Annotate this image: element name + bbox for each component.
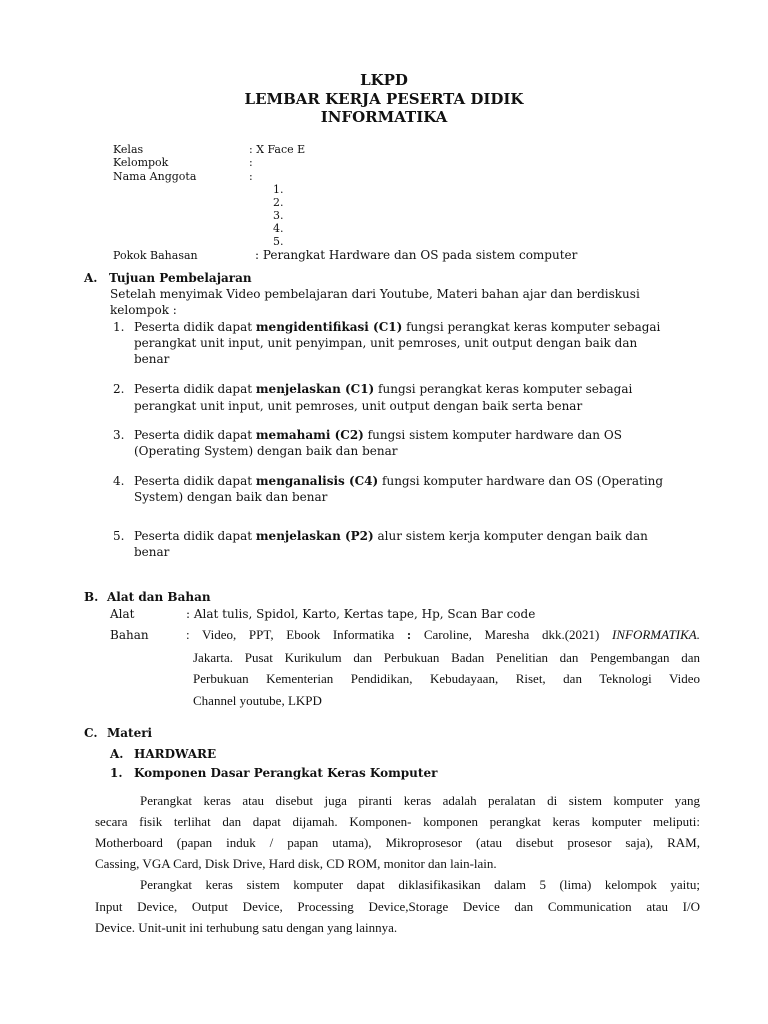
anggota-label: Nama Anggota xyxy=(113,170,197,183)
anggota-number: 4. xyxy=(273,222,284,235)
objective-number: 4. xyxy=(113,474,125,488)
kelompok-label: Kelompok xyxy=(113,156,169,169)
section-a-letter: A. xyxy=(84,271,98,285)
kelas-label: Kelas xyxy=(113,143,144,156)
pokok-label: Pokok Bahasan xyxy=(113,249,198,262)
section-b-title: Alat dan Bahan xyxy=(107,590,211,604)
objective-item: Peserta didik dapat memahami (C2) fungsi sistem komputer hardware dan OS xyxy=(134,428,622,442)
doc-title-full: LEMBAR KERJA PESERTA DIDIK xyxy=(244,90,524,108)
kelas-value: : X Face E xyxy=(249,143,306,156)
section-a-title: Tujuan Pembelajaran xyxy=(109,271,252,285)
paragraph-line: secara fisik terlihat dan dapat dijamah. Komponen- komponen perangkat keras komputer meliputi: xyxy=(95,814,700,829)
objective-number: 5. xyxy=(113,529,125,543)
anggota-number: 1. xyxy=(273,183,284,196)
hardware-heading: HARDWARE xyxy=(134,747,217,761)
doc-title-lkpd: LKPD xyxy=(360,71,408,89)
objective-number: 3. xyxy=(113,428,125,442)
objective-item-cont: perangkat unit input, unit pemroses, unit output dengan baik serta benar xyxy=(134,399,583,413)
subsection-title: Komponen Dasar Perangkat Keras Komputer xyxy=(134,766,438,780)
anggota-number: 3. xyxy=(273,209,284,222)
alat-label: Alat xyxy=(110,607,135,621)
pokok-value: : Perangkat Hardware dan OS pada sistem computer xyxy=(255,248,578,262)
objective-item-cont: System) dengan baik dan benar xyxy=(134,490,328,504)
bahan-value-cont: Jakarta. Pusat Kurikulum dan Perbukuan Badan Penelitian dan Pengembangan dan xyxy=(193,650,700,665)
paragraph-line: Input Device, Output Device, Processing Device,Storage Device dan Communication atau I/O xyxy=(95,899,700,914)
section-c-letter: C. xyxy=(84,726,98,740)
objective-item-cont: benar xyxy=(134,545,170,559)
section-a-intro-cont: kelompok : xyxy=(110,303,177,317)
hardware-letter: A. xyxy=(110,747,124,761)
bahan-value: : Video, PPT, Ebook Informatika : Caroline, Maresha dkk.(2021) INFORMATIKA. xyxy=(186,627,700,642)
bahan-value-cont: Channel youtube, LKPD xyxy=(193,693,322,708)
objective-item: Peserta didik dapat mengidentifikasi (C1) fungsi perangkat keras komputer sebagai xyxy=(134,320,661,334)
objective-item: Peserta didik dapat menjelaskan (C1) fungsi perangkat keras komputer sebagai xyxy=(134,382,633,396)
section-b-letter: B. xyxy=(84,590,99,604)
anggota-number: 5. xyxy=(273,235,284,248)
objective-item-cont: benar xyxy=(134,352,170,366)
kelompok-value: : xyxy=(249,156,253,169)
section-a-intro: Setelah menyimak Video pembelajaran dari Youtube, Materi bahan ajar dan berdiskusi xyxy=(110,287,640,301)
doc-title-subject: INFORMATIKA xyxy=(320,108,448,126)
bahan-value-cont: Perbukuan Kementerian Pendidikan, Kebudayaan, Riset, dan Teknologi Video xyxy=(193,671,700,686)
alat-value: : Alat tulis, Spidol, Karto, Kertas tape, Hp, Scan Bar code xyxy=(186,607,536,621)
paragraph-line: Perangkat keras sistem komputer dapat diklasifikasikan dalam 5 (lima) kelompok yaitu; xyxy=(140,877,700,892)
objective-number: 2. xyxy=(113,382,125,396)
anggota-number: 2. xyxy=(273,196,284,209)
subsection-number: 1. xyxy=(110,766,123,780)
paragraph-line: Motherboard (papan induk / papan utama), Mikroprosesor (atau disebut prosesor saja), RAM, xyxy=(95,835,700,850)
paragraph-line: Perangkat keras atau disebut juga piranti keras adalah peralatan di sistem komputer yang xyxy=(140,793,700,808)
paragraph-line: Cassing, VGA Card, Disk Drive, Hard disk, CD ROM, monitor dan lain-lain. xyxy=(95,856,497,871)
paragraph-line: Device. Unit-unit ini terhubung satu dengan yang lainnya. xyxy=(95,920,398,935)
objective-item-cont: perangkat unit input, unit penyimpan, unit pemroses, unit output dengan baik dan xyxy=(134,336,638,350)
objective-item: Peserta didik dapat menganalisis (C4) fungsi komputer hardware dan OS (Operating xyxy=(134,474,664,488)
objective-item: Peserta didik dapat menjelaskan (P2) alur sistem kerja komputer dengan baik dan xyxy=(134,529,648,543)
bahan-label: Bahan xyxy=(110,628,149,642)
objective-item-cont: (Operating System) dengan baik dan benar xyxy=(134,444,398,458)
section-c-title: Materi xyxy=(107,726,153,740)
anggota-value: : xyxy=(249,170,253,183)
objective-number: 1. xyxy=(113,320,125,334)
